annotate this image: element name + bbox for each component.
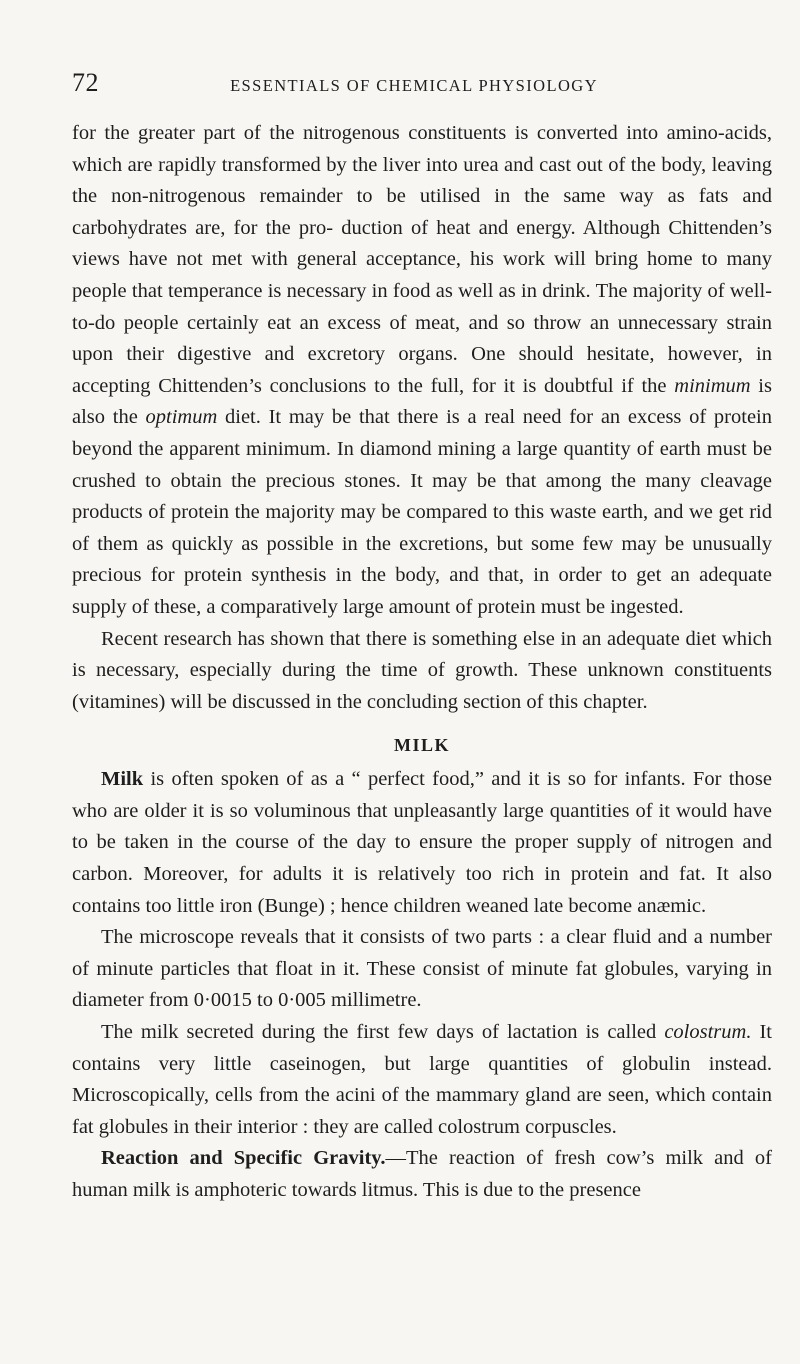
running-title: ESSENTIALS OF CHEMICAL PHYSIOLOGY <box>230 76 598 95</box>
body-text <box>72 118 772 1207</box>
paragraph-text: for the greater part of the nitrogenous constituents is converted into amino-acids, which are rapidly transformed by the liver into urea and cast out of the body, leaving the non-nitrogenous remainder to be utilised in the same way as fats and carbohydrates are, for the pro- duction of heat and energy. Although Chittenden’s views have not met with general acceptance, his work will bring home to many people that temperance is necessary in food as well as in drink. The majority of well-to-do people certainly eat an excess of meat, and so throw an unnecessary strain upon their digestive and excretory organs. One should hesitate, however, in accepting Chittenden’s conclusions to the full, for it is doubtful if the <box>72 122 772 397</box>
paragraph-text: The milk secreted during the first few days of lactation is called <box>101 1021 665 1044</box>
bold-lead-milk: Milk <box>101 768 144 791</box>
paragraph-text: diet. It may be that there is a real need for an excess of protein beyond the apparent minimum. In diamond mining a large quantity of earth must be crushed to obtain the precious stones. It may be that among the many cleavage products of protein the majority may be compared to this waste earth, and we get rid of them as quickly as possible in the excretions, but some few may be unusually precious for protein synthesis in the body, and that, in order to get an adequate supply of these, a comparatively large amount of protein must be ingested. <box>72 406 773 618</box>
emphasis-colostrum: colostrum. <box>664 1021 752 1044</box>
paragraph-microscope: The microscope reveals that it consists of two parts : a clear fluid and a number of minute particles that float in it. These consist of minute fat globules, varying in diameter from 0·0015 to 0·005 millimetre. <box>72 926 772 1012</box>
paragraph-text: —The reaction of fresh cow’s milk and of human milk is amphoteric towards litmus. This is due to the presence <box>72 1147 772 1201</box>
paragraph-vitamines: Recent research has shown that there is something else in an adequate diet which is necessary, especially during the time of growth. These unknown constituents (vitamines) will be discussed in the concluding section of this chapter. <box>72 627 772 713</box>
emphasis-optimum: optimum <box>145 406 218 429</box>
paragraph-chittenden <box>72 118 772 624</box>
bold-lead-reaction: Reaction and Specific Gravity. <box>101 1147 386 1170</box>
page-header <box>72 68 756 102</box>
paragraph-text: It contains very little caseinogen, but large quantities of globulin instead. Microscopically, cells from the acini of the mammary gland are seen, which contain fat globules in their interior : they are called colostrum corpuscles. <box>72 1021 773 1138</box>
paragraph-text: is often spoken of as a “ perfect food,” and it is so for infants. For those who are older it is so voluminous that unpleasantly large quantities of it would have to be taken in the course of the day to ensure the proper supply of nitrogen and carbon. Moreover, for adults it is relatively too rich in protein and fat. It also contains too little iron (Bunge) ; hence children weaned late become anæmic. <box>72 768 772 917</box>
paragraph-colostrum <box>72 1017 772 1143</box>
emphasis-minimum: minimum <box>674 374 751 397</box>
paragraph-milk-food <box>72 764 772 922</box>
section-heading-milk: MILK <box>393 735 450 756</box>
paragraph-text: is also the <box>72 374 772 429</box>
page-number: 72 <box>72 68 99 97</box>
paragraph-reaction <box>72 1143 772 1206</box>
